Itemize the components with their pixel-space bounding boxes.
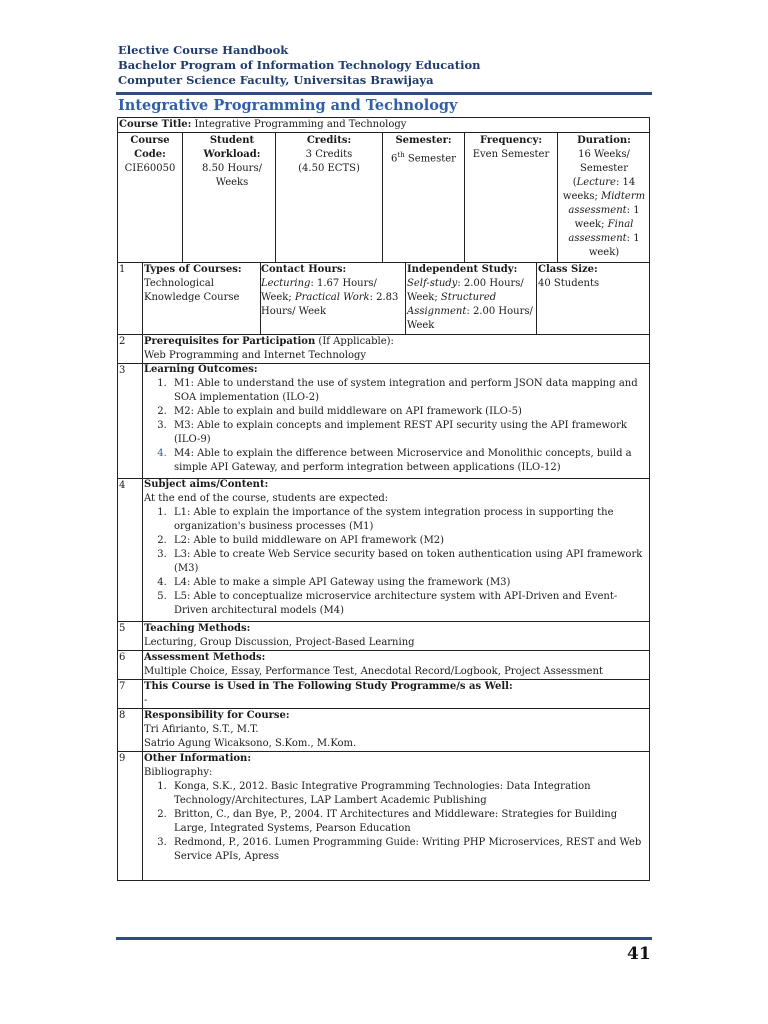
types-of-courses-cell: Types of Courses: Technological Knowledge Course — [144, 264, 242, 303]
number-column-divider — [142, 262, 143, 881]
list-item: 2. Britton, C., dan Bye, P., 2004. IT Architectures and Middleware: Strategies for Building Large, Integrated Systems, Pearson Education — [170, 808, 649, 836]
duration-cell — [562, 134, 646, 260]
course-code-label: Course Code: — [130, 135, 170, 160]
teaching-methods-cell: Teaching Methods: Lecturing, Group Discussion, Project-Based Learning — [144, 623, 415, 648]
list-item: 1. M1: Able to understand the use of system integration and perform JSON data mapping and SOA implementation (ILO-2) — [170, 377, 649, 405]
credits-value-2: (4.50 ECTS) — [298, 163, 360, 174]
semester-cell — [383, 134, 464, 166]
list-item: 5. L5: Able to conceptualize microservice architecture system with API-Driven and Event-Driven architectural models (M4) — [170, 590, 649, 618]
learning-outcomes-list — [144, 377, 649, 475]
credits-value-1: 3 Credits — [305, 149, 353, 160]
divider — [405, 262, 406, 334]
header-line-1: Elective Course Handbook — [118, 43, 289, 57]
class-size-cell: Class Size: 40 Students — [538, 264, 600, 289]
course-title-value: Integrative Programming and Technology — [191, 119, 407, 130]
course-title-label: Course Title: — [119, 119, 192, 130]
row-4-number: 4 — [119, 480, 126, 491]
workload-value: 8.50 Hours/ Weeks — [202, 163, 262, 188]
course-code-value: CIE60050 — [124, 163, 176, 174]
row-2-number: 2 — [119, 336, 126, 347]
list-item: 4. M4: Able to explain the difference between Microservice and Monolithic concepts, build a simple API Gateway, and perform integration between applications (ILO-12) — [170, 447, 649, 475]
credits-cell — [276, 134, 382, 176]
row-3-number: 3 — [119, 365, 126, 376]
workload-label: Student Workload: — [203, 135, 261, 160]
subject-aims-list — [144, 506, 649, 618]
bibliography-list — [144, 780, 649, 864]
other-information-cell: Other Information: Bibliography: 1. Konga, S.K., 2012. Basic Integrative Programming Technologies: Data Integration Technology/Architectures, LAP Lambert Academic Publishing 2. Britton, C., dan Bye, P., 2004. IT Architectures and Middleware: Strategies for Building Large, Integrated Systems, Pearson Education 3. Redmond, P., 2016. Lumen Programming Guide: Writing PHP Microservices, REST and Web Service APIs, Apress — [144, 752, 649, 864]
workload-cell — [188, 134, 276, 190]
row-9-number: 9 — [119, 753, 126, 764]
course-title-row — [118, 118, 649, 133]
row-1-number: 1 — [119, 264, 126, 275]
header-line-2: Bachelor Program of Information Technology Education — [118, 58, 481, 72]
list-item: 2. L2: Able to build middleware on API framework (M2) — [170, 534, 649, 548]
row-7-number: 7 — [119, 681, 126, 692]
list-item: 3. Redmond, P., 2016. Lumen Programming Guide: Writing PHP Microservices, REST and Web Service APIs, Apress — [170, 836, 649, 864]
course-heading: Integrative Programming and Technology — [118, 97, 458, 114]
divider — [182, 133, 183, 262]
subject-aims-cell: Subject aims/Content: At the end of the course, students are expected: 1. L1: Able to explain the importance of the system integration process in supporting the organization's business processes (M1) 2. L2: Able to build middleware on API framework (M2) 3. L3: Able to create Web Service security based on token authentication using API framework (M3) 4. L4: Able to make a simple API Gateway using the framework (M3) 5. L5: Able to conceptualize microservice architecture system with API-Driven and Event-Driven architectural models (M4) — [144, 478, 649, 618]
page-number: 41 — [627, 944, 651, 964]
semester-label: Semester: — [395, 135, 452, 146]
frequency-cell — [465, 134, 557, 162]
row-6-number: 6 — [119, 652, 126, 663]
assessment-methods-cell: Assessment Methods: Multiple Choice, Essay, Performance Test, Anecdotal Record/Logbook, Project Assessment — [144, 652, 603, 677]
duration-value: 16 Weeks/ Semester — [578, 149, 630, 174]
footer-rule — [116, 937, 652, 940]
list-item: 3. M3: Able to explain concepts and implement REST API security using the API framework (ILO-9) — [170, 419, 649, 447]
list-item: 2. M2: Able to explain and build middleware on API framework (ILO-5) — [170, 405, 649, 419]
semester-value: 6th Semester — [391, 151, 456, 165]
divider — [536, 262, 537, 334]
prerequisites-cell: Prerequisites for Participation (If Applicable): Web Programming and Internet Technology — [144, 336, 394, 361]
header-line-3: Computer Science Faculty, Universitas Brawijaya — [118, 73, 434, 87]
independent-study-cell: Independent Study: Self-study: 2.00 Hours/ Week; Structured Assignment: 2.00 Hours/ Week — [407, 264, 533, 331]
list-item: 4. L4: Able to make a simple API Gateway using the framework (M3) — [170, 576, 649, 590]
row-5-number: 5 — [119, 623, 126, 634]
header-rule — [116, 92, 652, 95]
responsibility-cell: Responsibility for Course: Tri Afirianto, S.T., M.T. Satrio Agung Wicaksono, S.Kom., M.Kom. — [144, 710, 357, 749]
list-item: 3. L3: Able to create Web Service security based on token authentication using API framework (M3) — [170, 548, 649, 576]
handbook-header — [118, 43, 480, 88]
learning-outcomes-cell: Learning Outcomes: 1. M1: Able to understand the use of system integration and perform JSON data mapping and SOA implementation (ILO-2) 2. M2: Able to explain and build middleware on API framework (ILO-5) 3. M3: Able to explain concepts and implement REST API security using the API framework (ILO-9) 4. M4: Able to explain the difference between Microservice and Monolithic concepts, build a simple API Gateway, and perform integration between applications (ILO-12) — [144, 363, 649, 475]
frequency-label: Frequency: — [479, 135, 543, 146]
frequency-value: Even Semester — [472, 149, 550, 160]
divider — [557, 133, 558, 262]
course-table — [117, 117, 650, 881]
list-item: 1. L1: Able to explain the importance of the system integration process in supporting the organization's business processes (M1) — [170, 506, 649, 534]
study-programme-cell: This Course is Used in The Following Study Programme/s as Well: - — [144, 681, 513, 706]
duration-detail: (Lecture: 14 weeks; Midterm assessment: 1 week; Final assessment: 1 week) — [562, 177, 646, 258]
list-item: 1. Konga, S.K., 2012. Basic Integrative Programming Technologies: Data Integration Technology/Architectures, LAP Lambert Academic Publishing — [170, 780, 649, 808]
duration-label: Duration: — [577, 135, 631, 146]
course-code-cell — [118, 134, 182, 176]
contact-hours-cell: Contact Hours: Lecturing: 1.67 Hours/ Week; Practical Work: 2.83 Hours/ Week — [261, 264, 399, 317]
row-8-number: 8 — [119, 710, 126, 721]
credits-label: Credits: — [306, 135, 352, 146]
